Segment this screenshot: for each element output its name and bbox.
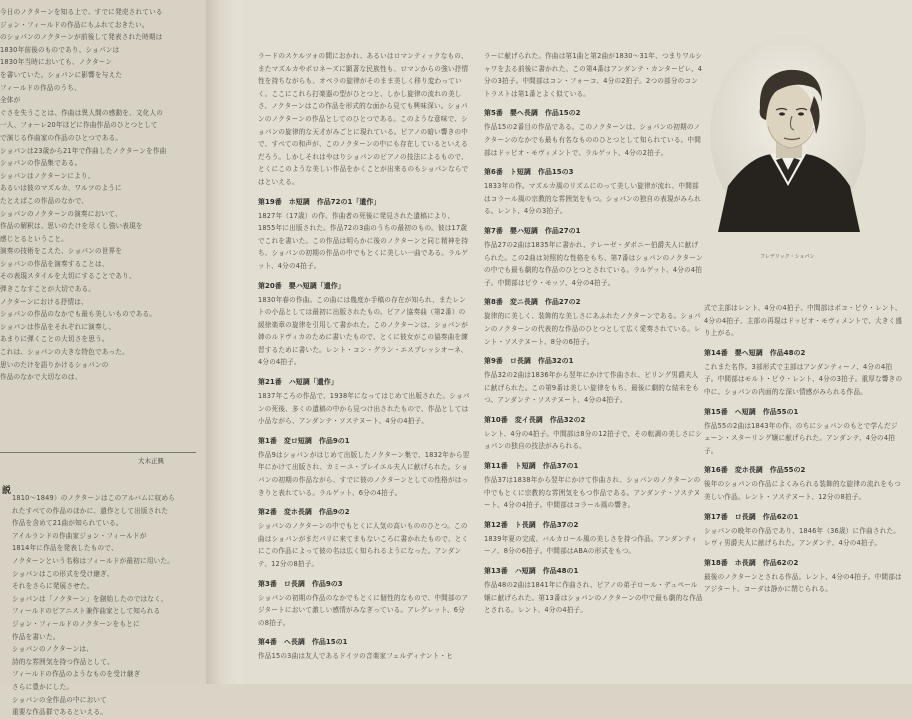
section-heading: 第15番 ヘ短調 作品55の1 xyxy=(704,407,799,416)
body-paragraph: ラードのスケルツォの間におかれ、あるいはロマンティックなもの、またマズルカやポロネーズに顕著な民族性も、ロマンからの強い抒情性を持ちながらも、オペラの旋律がそのまま美しく移り変わっていく。ここにこれら打楽器の型がひとつと、しかし旋律の流れの美しさ、ノクターンはこの作品を形式的な面から見ても興味深い。ショパンのノクターンの作品としてのひとつである。このような意味で、ショパンの旋律的な天才がみごとに現れている。ピアノの暗い響きの中で、すべての和声が、このノクターンの中にも存在しているといえるだろう。しかしそれはやはりショパンのピアノの技法によるもので、とくにこのような美しい作品をかくことが出来るのもショパンならではといえる。 xyxy=(258,52,469,186)
text-line: で演じる作曲家の作品のひとつである。 xyxy=(0,133,123,142)
text-line: フィールドの作品のようなものを受け継ぎ xyxy=(12,670,141,679)
body-paragraph: 1827年（17歳）の作、作曲者の死後に発見された遺稿により、1855年に出版された。作品72の3曲のうちの最初のもの。彼は17歳でこれを書いた。この作品は明らかに後のノクターンと同じ精神を持ち、ショパンの初期の作品の中でもとくに美しい一曲である。ラルゲット、4分の4拍子。 xyxy=(258,211,469,270)
text-line: 一人、フォーレ20年ほどに作曲作品のひとつとして xyxy=(0,121,158,130)
section-heading: 第7番 嬰ハ短調 作品27の1 xyxy=(484,226,581,235)
text-line: 作品を書いた。 xyxy=(12,632,60,641)
portrait-caption: フレデリック・ショパン xyxy=(760,254,815,260)
text-line: ショパンはこの形式を受け継ぎ、 xyxy=(12,569,114,578)
body-paragraph: 1837年ころの作品で、1938年になってはじめて出版された。ショパンの死後、多くの遺稿の中から見つけ出されたもので、作品としては小品ながら、アンダンテ・ソステヌート、4分の4拍子。 xyxy=(258,392,470,426)
section-heading: 第21番 ハ短調「遺作」 xyxy=(258,378,338,387)
body-paragraph: 作品15の2番目の作品である。このノクターンは、ショパンの初期のノクターンのなかでも最も有名なもののひとつとして知られている。中間部はドッピオ・モヴィメントで、ラルゲット、4分の2拍子。 xyxy=(484,123,702,157)
text-line: 今日のノクターンを知る上で、すでに発売されている xyxy=(0,8,163,16)
text-line: 作品のなかで大切なのは、 xyxy=(0,373,82,382)
body-paragraph: 作品9はショパンがはじめて出版したノクターン集で、1832年から翌年にかけて出版され、カミーユ・プレイエル夫人に献げられた。ショパンの初期の作品ながら、すでに彼のノクターンとしての性格がはっきりと表れている。ラルゲット、6分の4拍子。 xyxy=(258,450,470,497)
text-line: たとえばこの作品のなかで、 xyxy=(0,196,89,205)
body-paragraph: 作品48の2曲は1841年に作曲され、ピアノの弟子ロール・デュペール嬢に献げられた。第13番はショパンのノクターンの中で最も劇的な作品とされる。レント、4分の4拍子。 xyxy=(484,581,703,615)
section-heading: 第8番 変ニ長調 作品27の2 xyxy=(484,298,581,307)
body-paragraph: これまた名作。3部形式で主部はアンダンティーノ、4分の4拍子。中間部はモルト・ピウ・レント、4分の3拍子。重厚な響きの中に、ショパンの内面的な深い情感がみられる作品。 xyxy=(704,362,903,396)
body-paragraph: 旋律的に美しく、装飾的な美しさにあふれたノクターンである。ショパンのノクターンの代表的な作品のひとつとして広く愛奏されている。レント・ソステヌート、8分の6拍子。 xyxy=(484,312,701,346)
divider-rule xyxy=(0,452,196,453)
text-line: 思いのたけを語りかけるショパンの xyxy=(0,360,109,369)
text-line: ショパンは「ノクターン」を創始したのではなく、 xyxy=(12,594,168,603)
section-heading: 第2番 変ホ長調 作品9の2 xyxy=(258,508,350,517)
section-heading: 第20番 嬰ハ短調「遺作」 xyxy=(258,281,345,290)
text-line: ショパンの作品を演奏することは、 xyxy=(0,259,109,268)
body-paragraph: 作品15の3曲は友人であるドイツの音楽家フェルディナント・ヒ xyxy=(258,652,454,661)
body-paragraph: 後年のショパンの作品によくみられる装飾的な旋律の流れをもつ美しい作品。レント・ソステヌート、12分の8拍子。 xyxy=(704,480,901,501)
text-line: 弾きこなすことが大切である。 xyxy=(0,285,96,294)
text-line: フィールドのピアニスト兼作曲家として知られる xyxy=(12,607,161,616)
text-line: を書いていた。ショパンに影響を与えた xyxy=(0,70,123,79)
text-line: ショパンは23歳から21年で作曲したノクターンを作曲 xyxy=(0,146,167,155)
section-label: 説 xyxy=(2,486,12,496)
section-heading: 第13番 ハ短調 作品48の1 xyxy=(484,567,579,576)
text-line: ノクターンという名称はフィールドが最初に用いた。 xyxy=(12,556,174,565)
section-heading: 第11番 ト短調 作品37の1 xyxy=(484,462,579,471)
text-column-2 xyxy=(484,50,704,623)
text-line: アイルランドの作曲家ジョン・フィールドが xyxy=(12,531,147,540)
text-line: 演奏の技術をこえた、ショパンの世界を xyxy=(0,247,123,256)
text-line: 1810〜1849）のノクターンはこのアルバムに収めら xyxy=(12,494,176,502)
body-paragraph: 式で主部はレント、4分の4拍子、中間部はポコ・ピウ・レント、4分の4拍子、主部の再現はドッピオ・モヴィメントで、大きく盛り上がる。 xyxy=(704,304,903,338)
book-gutter xyxy=(206,0,242,684)
body-paragraph: 作品37は1838年から翌年にかけて作曲され、ショパンのノクターンの中でもとくに宗教的な雰囲気をもつ作品である。アンダンテ・ソステヌート、4分の4拍子。中間部はコラール風の響き。 xyxy=(484,476,701,510)
section-heading: 第3番 ロ長調 作品9の3 xyxy=(258,579,343,588)
text-line: これは、ショパンの大きな特色であった。 xyxy=(0,348,129,357)
text-line: ショパンの全作品の中において xyxy=(12,695,107,704)
section-heading: 第19番 ホ短調 作品72の1「遺作」 xyxy=(258,197,381,206)
text-line: ノクターンにおける抒情は、 xyxy=(0,297,88,306)
text-line: 感じとるということ。 xyxy=(0,234,68,243)
text-line: 詩的な雰囲気を持つ作品として、 xyxy=(12,657,114,666)
text-line: フィールドの作品のうち、 xyxy=(0,83,81,92)
text-column-1 xyxy=(258,50,470,669)
chopin-portrait-icon xyxy=(710,36,866,232)
section-heading: 第1番 変ロ短調 作品9の1 xyxy=(258,436,350,445)
section-heading: 第9番 ロ長調 作品32の1 xyxy=(484,357,574,366)
body-paragraph: ショパンのノクターンの中でもとくに人気の高いもののひとつ。この曲はショパンがまだパリに来てまもないころに書かれたもので、とくにこの作品によって彼の名は広く知られるようになった。アンダンテ、12分の8拍子。 xyxy=(258,522,469,568)
body-paragraph: 1833年の作。マズルカ風のリズムにのって美しい旋律が流れ、中間部はコラール風の宗教的な雰囲気をもつ。ショパンの独自の表現がみられる。レント、4分の3拍子。 xyxy=(484,182,701,216)
left-page xyxy=(0,0,206,717)
text-line: それをさらに発展させた。 xyxy=(12,582,94,591)
text-line: ショパンの作品のなかでも最も美しいものである。 xyxy=(0,310,157,319)
body-paragraph: 1830年春の作曲。この曲には幾度か手稿の存在が知られ、またレントの小品としては最初に出版されたもの。ピアノ協奏曲（第2番）の緩徐楽章の旋律を引用して書かれた。このノクターンは、ショパンが姉のルドヴィカのために書いたもので、とくに彼女がこの協奏曲を練習するために書いた。レント・コン・グラン・エスプレッシオーネ、4分の4拍子。 xyxy=(258,295,469,367)
text-column-3 xyxy=(704,302,904,602)
text-line: さらに豊かにした。 xyxy=(12,682,74,691)
left-page-upper-text xyxy=(0,6,196,384)
text-line: その表現スタイルを大切にすることであり、 xyxy=(0,272,136,281)
text-line: 1830年当時においても、ノクターン xyxy=(0,58,113,67)
left-page-lower-text xyxy=(12,492,202,719)
body-paragraph: 作品32の2曲は1836年から翌年にかけて作曲され、ビリング男爵夫人に献げられた。この第9番は美しい旋律をもち、最後に劇的な結末をもつ。アンダンテ・ソステヌート、4分の4拍子。 xyxy=(484,371,699,405)
text-line: あまりに弾くことの大切さを思う。 xyxy=(0,335,109,344)
text-line: ショパンは作品をそれぞれに演奏し、 xyxy=(0,322,116,331)
body-paragraph: ショパンの初期の作品のなかでもとくに個性的なもので、中間部のアジタートにおいて激しい感情がみなぎっている。アレグレット、6分の8拍子。 xyxy=(258,593,469,627)
section-heading: 第10番 変イ長調 作品32の2 xyxy=(484,415,586,424)
section-heading: 第5番 嬰ヘ長調 作品15の2 xyxy=(484,109,581,118)
body-paragraph: 作品27の2曲は1835年に書かれ、テレーゼ・ダポニー伯爵夫人に献げられた。この2曲は対照的な性格をもち、第7番はショパンのノクターンの中でも最も劇的な作品のひとつとされている。ラルゲット、4分の4拍子。中間部はピウ・モッソ、4分の4拍子。 xyxy=(484,240,703,287)
text-line: ショパンの作品集である。 xyxy=(0,159,82,168)
text-line: ショパンのノクターンの演奏において、 xyxy=(0,209,122,218)
section-heading: 第17番 ロ長調 作品62の1 xyxy=(704,512,799,521)
text-line: 作品の解釈は、思いのたけを尽くし強い表現を xyxy=(0,222,143,231)
text-line: ショパンのノクターンは、 xyxy=(12,645,93,654)
section-heading: 第12番 ト長調 作品37の2 xyxy=(484,520,579,529)
body-paragraph: ショパンの晩年の作品であり、1846年（36歳）に作曲された。レヴィ男爵夫人に献げられた。アンダンテ、4分の4拍子。 xyxy=(704,526,901,548)
text-line: 重要な作品群であるといえる。 xyxy=(12,708,108,717)
text-line: ジョン・フィールドのノクターンをもとに xyxy=(12,619,140,628)
text-line: のショパンのノクターンが前後して発表された時期は xyxy=(0,33,163,42)
body-paragraph: 最後のノクターンとされる作品。レント、4分の4拍子。中間部はアジタート、コーダは静かに閉じられる。 xyxy=(704,572,902,594)
body-paragraph: 1839年夏の完成、バルカロール風の美しさを持つ作品。アンダンティーノ、8分の6拍子。中間部はABAの形式をもつ。 xyxy=(484,534,698,556)
body-paragraph: 作品55の2曲は1843年の作、のちにショパンのもとで学んだジェーン・スターリング嬢に献げられた。アンダンテ、4分の4拍子。 xyxy=(704,421,898,455)
section-heading: 第4番 ヘ長調 作品15の1 xyxy=(258,638,348,647)
text-line: 作品を含めて21曲が知られている。 xyxy=(12,519,123,528)
text-line: 全体が xyxy=(0,96,21,105)
body-paragraph: レント、4分の4拍子。中間部は8分の12拍子で、その転調の美しさにショパンの独自の技法がみられる。 xyxy=(484,429,703,451)
text-line: ぐさを失うことは、作曲は異人間の感動を、文化人の xyxy=(0,108,164,117)
text-line: ショパンはノクターンにより、 xyxy=(0,171,95,180)
section-heading: 第6番 ト短調 作品15の3 xyxy=(484,168,574,177)
text-line: 1814年に作品を発表したもので、 xyxy=(12,544,118,553)
text-line: あるいは彼のマズルカ、ワルツのように xyxy=(0,184,122,193)
section-heading: 第18番 ホ長調 作品62の2 xyxy=(704,558,799,567)
text-line: ジョン・フィールドの作品にもふれておきたい。 xyxy=(0,20,149,29)
text-line: れたすべての作品のほかに、遺作として出版された xyxy=(12,506,169,515)
body-paragraph: ラーに献げられた。作曲は第1曲と第2曲が1830〜31年、つまりワルシャワを去る前後に書かれた。この第4番はアンダンテ・カンタービレ、4分の3拍子。中間部はコン・フォーコ、4分の2拍子。2つの部分のコントラストは第1番とよく似ている。 xyxy=(484,52,703,98)
section-heading: 第14番 嬰ヘ短調 作品48の2 xyxy=(704,348,806,357)
text-line: 1830年前後のものであり、ショパンは xyxy=(0,45,120,54)
author-name: 大木正興 xyxy=(138,457,164,465)
section-heading: 第16番 変ホ長調 作品55の2 xyxy=(704,466,806,475)
